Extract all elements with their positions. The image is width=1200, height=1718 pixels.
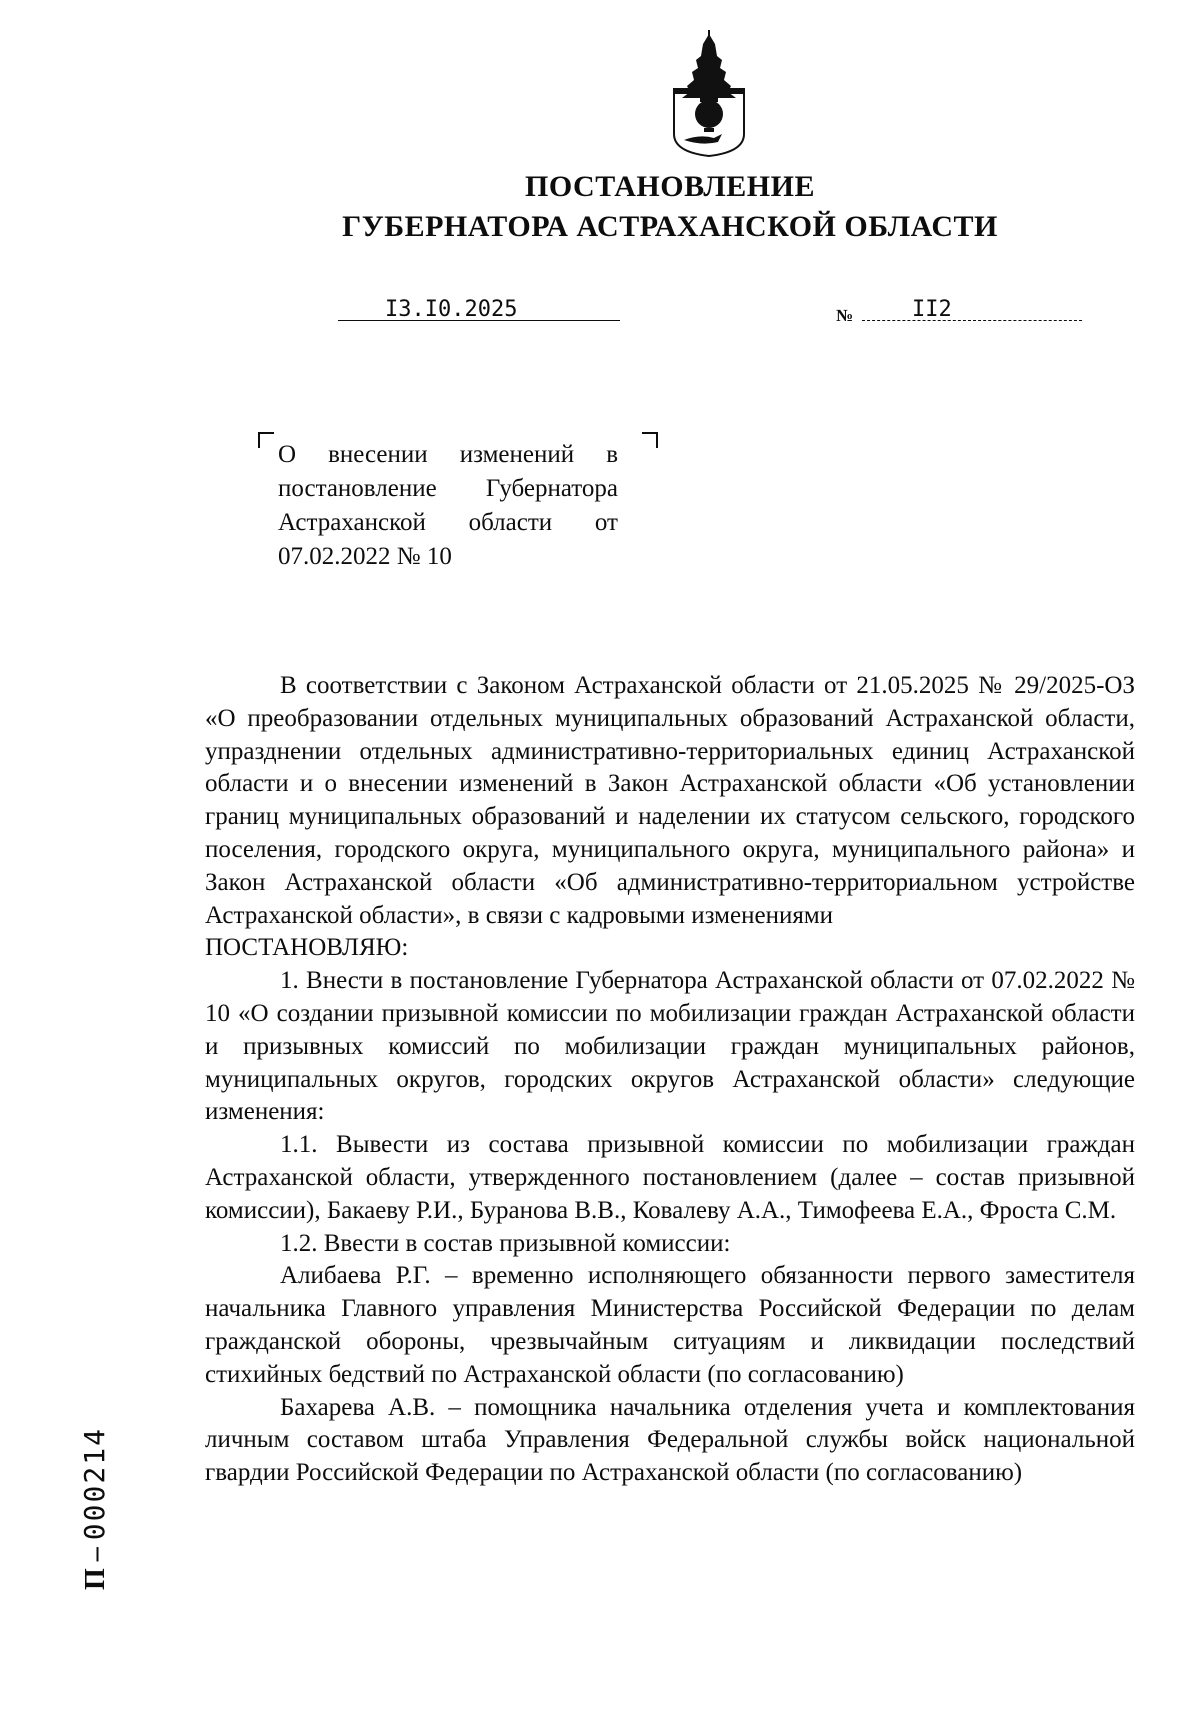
document-number: II2 — [912, 297, 952, 322]
subject-line: 07.02.2022 № 10 — [278, 543, 452, 570]
issuing-authority: ГУБЕРНАТОРА АСТРАХАНСКОЙ ОБЛАСТИ — [342, 210, 998, 243]
member-paragraph: Алибаева Р.Г. – временно исполняющего обязанности первого заместителя начальника Главного управления Министерства Российской Федерации по делам гражданской обороны, чрезвычайным ситуациям и ликвидации последствий стихийных бедствий по Астраханской области (по согласованию) — [205, 1262, 1135, 1388]
margin-serial-code — [78, 1427, 112, 1590]
document-subject — [278, 438, 618, 574]
coat-of-arms-emblem — [670, 30, 748, 158]
item-1-paragraph: 1. Внести в постановление Губернатора Астраханской области от 07.02.2022 № 10 «О создании призывной комиссии по мобилизации граждан Астраханской области и призывных комиссий по мобилизации граждан муниципальных районов, муниципальных округов, городских округов Астраханской области» следующие изменения: — [205, 967, 1135, 1126]
number-sign: № — [836, 306, 854, 325]
document-title: ПОСТАНОВЛЕНИЕ — [525, 170, 815, 203]
subject-corner-left — [258, 432, 274, 448]
subject-line: постановление Губернатора — [278, 475, 618, 502]
decree-word: ПОСТАНОВЛЯЮ: — [205, 934, 409, 962]
subject-line: О внесении изменений в — [278, 441, 618, 468]
document-date: I3.I0.2025 — [385, 297, 518, 322]
preamble-paragraph: В соответствии с Законом Астраханской области от 21.05.2025 № 29/2025-ОЗ «О преобразовании отдельных муниципальных образований Астраханской области, упразднении отдельных административно-территориальных единиц Астраханской области и о внесении изменений в Закон Астраханской области «Об установлении границ муниципальных образований и наделении их статусом сельского, городского поселения, городского округа, муниципального округа, муниципального района» и Закон Астраханской области «Об административно-территориальном устройстве Астраханской области», в связи с кадровыми изменениями — [205, 672, 1135, 929]
serial-number: 000214 — [78, 1427, 111, 1541]
member-paragraph: Бахарева А.В. – помощника начальника отделения учета и комплектования личным составом штаба Управления Федеральной службы войск национальной гвардии Российской Федерации по Астраханской области (по согласованию) — [205, 1393, 1135, 1487]
item-1-1-paragraph: 1.1. Вывести из состава призывной комиссии по мобилизации граждан Астраханской области, утвержденного постановлением (далее – состав призывной комиссии), Бакаеву Р.И., Буранова В.В., Ковалеву А.А., Тимофеева Е.А., Фроста С.М. — [205, 1131, 1135, 1224]
subject-corner-right — [642, 432, 658, 448]
subject-line: Астраханской области от — [278, 509, 618, 536]
item-1-2-paragraph: 1.2. Ввести в состав призывной комиссии: — [280, 1229, 731, 1257]
serial-prefix: П – — [80, 1547, 111, 1590]
number-underline — [862, 320, 1082, 321]
document-body — [205, 670, 1135, 1490]
